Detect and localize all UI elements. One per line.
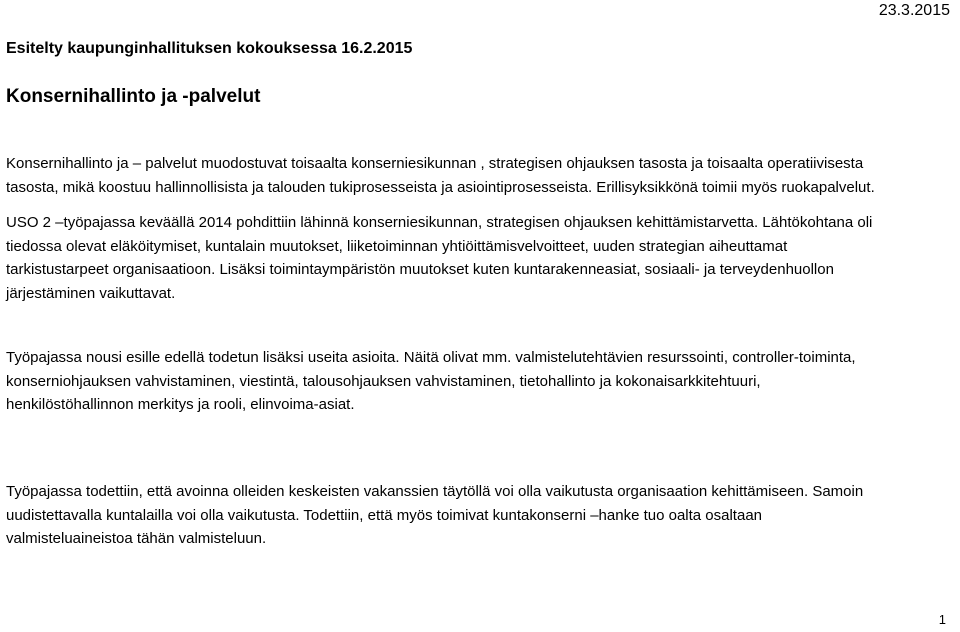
- paragraph-line: tasosta, mikä koostuu hallinnollisista ja talouden tukiprosesseista ja asiointiprosesseista. Erillisyksikkönä toimii myös ruokapalvelut.: [6, 178, 875, 196]
- paragraph-workshop-conclusions: [6, 480, 952, 551]
- paragraph-line: henkilöstöhallinnon merkitys ja rooli, elinvoima-asiat.: [6, 396, 355, 413]
- section-heading: Konsernihallinto ja -palvelut: [6, 86, 261, 107]
- paragraph-workshop-2014: [6, 211, 952, 305]
- paragraph-line: Konsernihallinto ja – palvelut muodostuvat toisaalta konserniesikunnan , strategisen ohjauksen tasosta ja toisaalta operatiivisesta: [6, 155, 864, 172]
- document-date: 23.3.2015: [878, 2, 950, 19]
- paragraph-workshop-topics: [6, 346, 952, 417]
- page-number: 1: [938, 612, 946, 627]
- paragraph-line: tarkistustarpeet organisaatioon. Lisäksi toimintaympäristön muutokset kuten kuntarakenneasiat, sosiaali- ja terveydenhuollon: [6, 261, 834, 278]
- paragraph-line: Työpajassa todettiin, että avoinna olleiden keskeisten vakanssien täytöllä voi olla vaikutusta organisaation kehittämiseen. Samoin: [6, 483, 864, 500]
- paragraph-line: Työpajassa nousi esille edellä todetun lisäksi useita asioita. Näitä olivat mm. valmistelutehtävien resurssointi, controller-toiminta,: [6, 349, 856, 366]
- paragraph-line: uudistettavalla kuntalailla voi olla vaikutusta. Todettiin, että myös toimivat kuntakonserni –hanke tuo oalta osaltaan: [6, 506, 763, 524]
- paragraph-line: tiedossa olevat eläköitymiset, kuntalain muutokset, liiketoiminnan yhtiöittämisvelvoitteet, uuden strategian aiheuttamat: [6, 237, 788, 255]
- paragraph-line: USO 2 –työpajassa keväällä 2014 pohdittiin lähinnä konserniesikunnan, strategisen ohjauksen kehittämistarvetta. Lähtökohtana oli: [6, 214, 873, 231]
- paragraph-line: järjestäminen vaikuttavat.: [6, 284, 176, 302]
- paragraph-overview: [6, 152, 952, 199]
- presented-at-meeting-note: Esitelty kaupunginhallituksen kokouksessa 16.2.2015: [6, 40, 413, 57]
- paragraph-line: valmisteluaineistoa tähän valmisteluun.: [6, 530, 267, 547]
- paragraph-line: konserniohjauksen vahvistaminen, viestintä, talousohjauksen vahvistaminen, tietohallinto ja kokonaisarkkitehtuuri,: [6, 372, 761, 390]
